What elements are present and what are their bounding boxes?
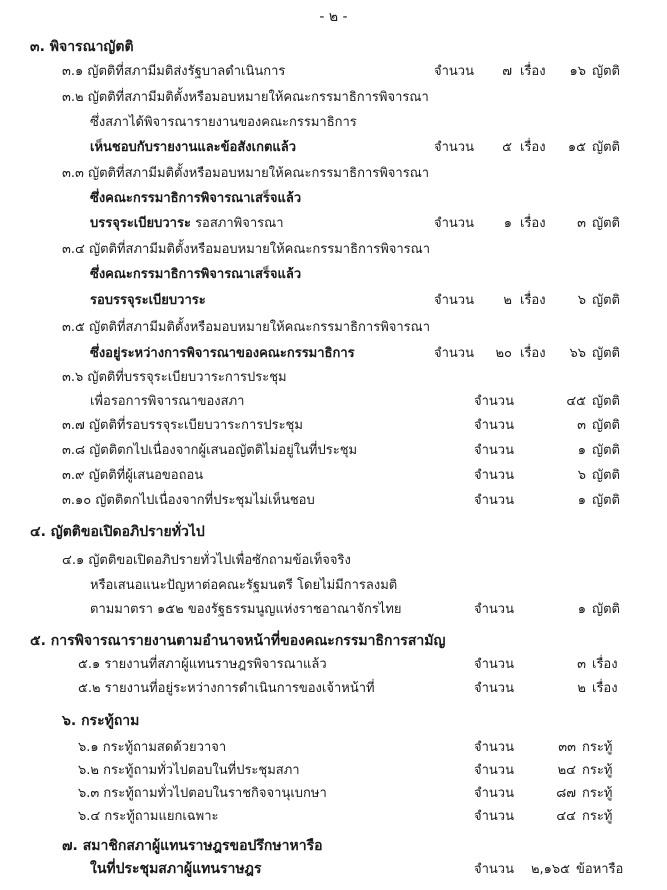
item-3-7-text: ๓.๗ ญัตติที่รอบรรจุระเบียบวาระการประชุม (62, 418, 303, 433)
count-unit: เรื่อง (592, 657, 618, 672)
item-3-5-text: ซึ่งอยู่ระหว่างการพิจารณาของคณะกรรมาธิการ (90, 346, 355, 361)
count-value: ๓ (577, 418, 586, 433)
item-3-3-text (90, 212, 284, 233)
item-3-2-text: เห็นชอบกับรายงานและข้อสังเกตแล้ว (90, 140, 297, 155)
count-label: จำนวน (474, 681, 514, 696)
count-value: ๓๓ (558, 740, 576, 755)
count-value: ๑๖ (569, 64, 586, 79)
item-5-2-text: ๕.๒ รายงานที่อยู่ระหว่างการดำเนินการของเจ้าหน้าที่ (78, 681, 375, 696)
bold-text: บรรจุระเบียบวาระ (90, 216, 191, 231)
count-value: ๖๖ (569, 346, 586, 361)
count-unit: เรื่อง (520, 346, 546, 361)
count-value: ๑ (577, 602, 586, 617)
item-6-2-text: ๖.๒ กระทู้ถามทั่วไปตอบในที่ประชุมสภา (78, 763, 300, 778)
count-label: จำนวน (474, 443, 514, 458)
count-value: ๖ (577, 468, 586, 483)
count-unit: เรื่อง (520, 64, 546, 79)
count-label: จำนวน (474, 740, 514, 755)
item-3-1-text: ๓.๑ ญัตติที่สภามีมติส่งรัฐบาลดำเนินการ (62, 64, 286, 79)
count-value: ๔๔ (556, 809, 576, 824)
item-3-6-text: ๓.๖ ญัตติที่บรรจุระเบียบวาระการประชุม (62, 370, 287, 385)
count-unit: กระทู้ (582, 763, 613, 778)
count-unit: ญัตติ (592, 418, 620, 433)
count-label: จำนวน (434, 346, 474, 361)
count-label: จำนวน (474, 468, 514, 483)
count-label: จำนวน (474, 493, 514, 508)
count-unit: ญัตติ (592, 140, 620, 155)
item-3-4-text: ๓.๔ ญัตติที่สภามีมติตั้งหรือมอบหมายให้คณะกรรมาธิการพิจารณา (62, 242, 431, 257)
item-3-10-text: ๓.๑๐ ญัตติตกไปเนื่องจากที่ประชุมไม่เห็นชอบ (62, 493, 315, 508)
item-3-3-text: ๓.๓ ญัตติที่สภามีมติตั้งหรือมอบหมายให้คณะกรรมาธิการพิจารณา (62, 166, 430, 181)
item-3-8-text: ๓.๘ ญัตติตกไปเนื่องจากผู้เสนอญัตติไม่อยู่ในที่ประชุม (62, 443, 358, 458)
count-unit: เรื่อง (520, 293, 546, 308)
count-value: ๘๗ (556, 786, 576, 801)
count-unit: ญัตติ (592, 468, 620, 483)
count-unit: ญัตติ (592, 394, 620, 409)
count-unit: ญัตติ (592, 293, 620, 308)
count-label: จำนวน (474, 657, 514, 672)
count-value: ๒๔ (557, 763, 576, 778)
item-6-3-text: ๖.๓ กระทู้ถามทั่วไปตอบในราชกิจจานุเบกษา (78, 786, 327, 801)
count-value: ๒ (577, 681, 586, 696)
count-value: ๔๕ (566, 394, 586, 409)
plain-text: รอสภาพิจารณา (190, 216, 284, 231)
count-label: จำนวน (434, 293, 474, 308)
count-unit: เรื่อง (520, 140, 546, 155)
item-3-2-text: ซึ่งสภาได้พิจารณารายงานของคณะกรรมาธิการ (90, 115, 357, 130)
count-label: จำนวน (474, 394, 514, 409)
section-7-title: ในที่ประชุมสภาผู้แทนราษฎร (90, 861, 262, 877)
count-unit: ข้อหารือ (576, 862, 624, 877)
count-value: ๒ (503, 293, 512, 308)
item-5-1-text: ๕.๑ รายงานที่สภาผู้แทนราษฎรพิจารณาแล้ว (78, 657, 327, 672)
count-value: ๑ (577, 443, 586, 458)
count-value: ๕ (502, 140, 512, 155)
count-label: จำนวน (474, 786, 514, 801)
count-unit: ญัตติ (592, 346, 620, 361)
page-number: - ๒ - (319, 9, 348, 25)
count-unit: ญัตติ (592, 443, 620, 458)
count-unit: ญัตติ (592, 64, 620, 79)
count-value: ๒๐ (495, 346, 512, 361)
count-value: ๑ (577, 493, 586, 508)
item-3-4-text: รอบรรจุระเบียบวาระ (90, 293, 206, 308)
item-3-9-text: ๓.๙ ญัตติที่ผู้เสนอขอถอน (62, 468, 204, 483)
item-4-1-text: ตามมาตรา ๑๕๒ ของรัฐธรรมนูญแห่งราชอาณาจักรไทย (90, 602, 402, 617)
count-label: จำนวน (474, 809, 514, 824)
count-label: จำนวน (474, 602, 514, 617)
item-3-4-text: ซึ่งคณะกรรมาธิการพิจารณาเสร็จแล้ว (90, 267, 302, 282)
section-6-title: ๖. กระทู้ถาม (62, 713, 140, 729)
item-3-3-text: ซึ่งคณะกรรมาธิการพิจารณาเสร็จแล้ว (90, 191, 302, 206)
count-label: จำนวน (434, 64, 474, 79)
section-4-title: ๔. ญัตติขอเปิดอภิปรายทั่วไป (30, 524, 205, 540)
count-value: ๓ (577, 657, 586, 672)
item-3-6-text: เพื่อรอการพิจารณาของสภา (90, 394, 245, 409)
count-label: จำนวน (474, 862, 514, 877)
item-3-2-text: ๓.๒ ญัตติที่สภามีมติตั้งหรือมอบหมายให้คณะกรรมาธิการพิจารณา (62, 90, 429, 105)
item-6-4-text: ๖.๔ กระทู้ถามแยกเฉพาะ (78, 809, 219, 824)
count-unit: กระทู้ (582, 786, 613, 801)
count-label: จำนวน (434, 140, 474, 155)
item-4-1-text: ๔.๑ ญัตติขอเปิดอภิปรายทั่วไปเพื่อซักถามข้อเท็จจริง (62, 553, 351, 568)
count-unit: ญัตติ (592, 602, 620, 617)
count-unit: เรื่อง (520, 216, 546, 231)
count-value: ๓ (577, 216, 586, 231)
count-unit: กระทู้ (582, 740, 613, 755)
count-value: ๑ (503, 216, 512, 231)
section-5-title: ๕. การพิจารณารายงานตามอำนาจหน้าที่ของคณะกรรมาธิการสามัญ (30, 633, 446, 649)
count-value: ๗ (502, 64, 512, 79)
count-value: ๒,๑๖๕ (530, 862, 570, 877)
item-3-5-text: ๓.๕ ญัตติที่สภามีมติตั้งหรือมอบหมายให้คณะกรรมาธิการพิจารณา (62, 320, 431, 335)
section-7-title: ๗. สมาชิกสภาผู้แทนราษฎรขอปรึกษาหารือ (62, 838, 323, 854)
section-3-title: ๓. พิจารณาญัตติ (30, 39, 134, 55)
count-unit: กระทู้ (582, 809, 613, 824)
count-unit: เรื่อง (592, 681, 618, 696)
item-6-1-text: ๖.๑ กระทู้ถามสดด้วยวาจา (78, 740, 227, 755)
count-label: จำนวน (434, 216, 474, 231)
item-4-1-text: หรือเสนอแนะปัญหาต่อคณะรัฐมนตรี โดยไม่มีการลงมติ (90, 578, 398, 593)
count-label: จำนวน (474, 418, 514, 433)
count-value: ๖ (577, 293, 586, 308)
count-value: ๑๕ (567, 140, 586, 155)
count-label: จำนวน (474, 763, 514, 778)
count-unit: ญัตติ (592, 216, 620, 231)
count-unit: ญัตติ (592, 493, 620, 508)
